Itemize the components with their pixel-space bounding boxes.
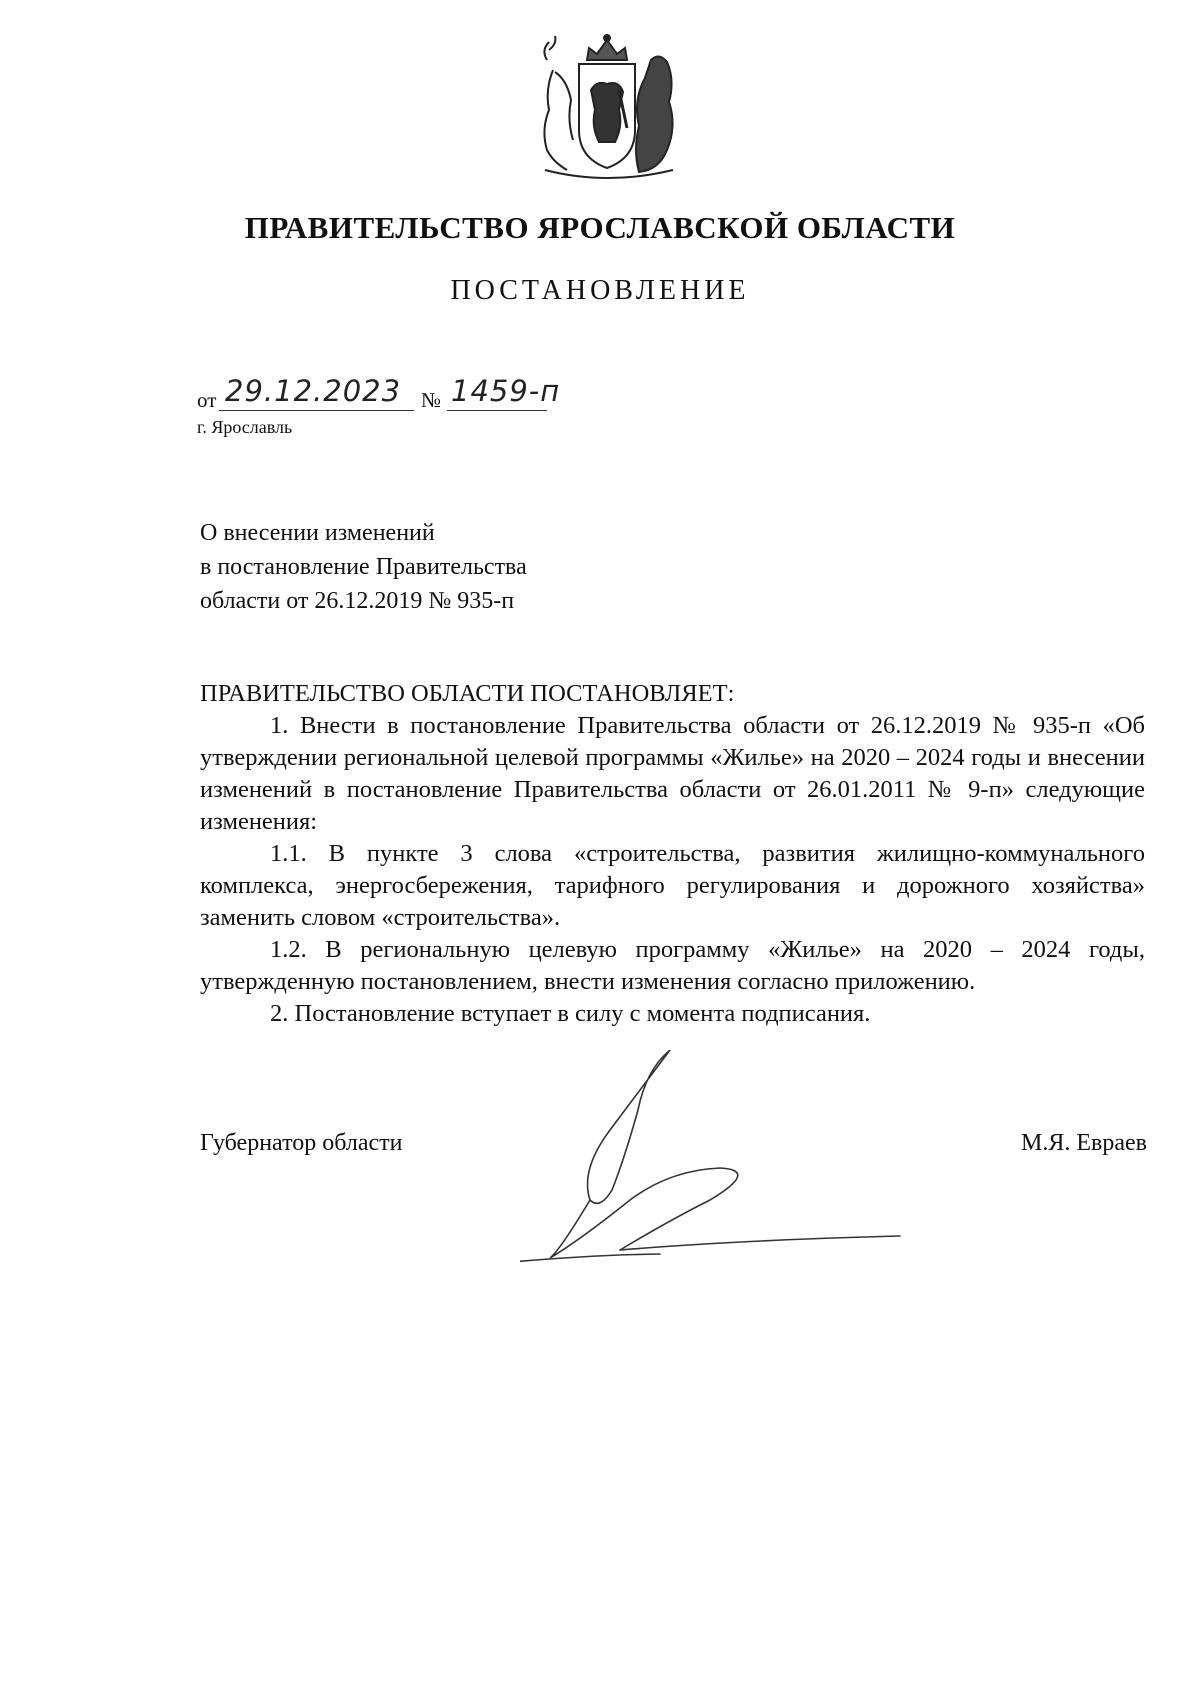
resolution-body [200,678,1145,1030]
signer-name: М.Я. Евраев [1021,1130,1147,1156]
clause-1-2: 1.2. В региональную целевую программу «Жилье» на 2020 – 2024 годы, утвержденную постановлением, внести изменения согласно приложению. [200,936,1145,995]
clause-1-1: 1.1. В пункте 3 слова «строительства, развития жилищно-коммунального комплекса, энергосбережения, тарифного регулирования и дорожного хозяйства» заменить словом «строительства». [200,840,1145,931]
subject-line: области от 26.12.2019 № 935-п [200,588,515,614]
from-label: от [197,388,217,412]
clause-2: 2. Постановление вступает в силу с момента подписания. [270,1000,871,1027]
signer-position: Губернатор области [200,1130,403,1156]
preamble: ПРАВИТЕЛЬСТВО ОБЛАСТИ ПОСТАНОВЛЯЕТ: [200,680,735,707]
number-underline [447,410,547,411]
date-number-line [197,374,617,418]
signature-icon [520,1050,940,1280]
government-title: ПРАВИТЕЛЬСТВО ЯРОСЛАВСКОЙ ОБЛАСТИ [244,210,956,245]
subject-line: в постановление Правительства [200,554,527,580]
subject-line: О внесении изменений [200,520,435,546]
clause-1: 1. Внести в постановление Правительства области от 26.12.2019 № 935-п «Об утверждении региональной целевой программы «Жилье» на 2020 – 2024 годы и внесении изменений в постановление Правительства области от 26.01.2011 № 9-п» следующие изменения: [200,712,1145,835]
date-underline [219,410,414,411]
number-label: № [421,388,442,412]
handwritten-date: 29.12.2023 [225,374,402,408]
city: г. Ярославль [197,417,293,437]
document-type: ПОСТАНОВЛЕНИЕ [450,275,750,306]
subject-block [200,516,527,618]
coat-of-arms-icon [527,30,687,184]
handwritten-number: 1459-п [451,374,561,408]
